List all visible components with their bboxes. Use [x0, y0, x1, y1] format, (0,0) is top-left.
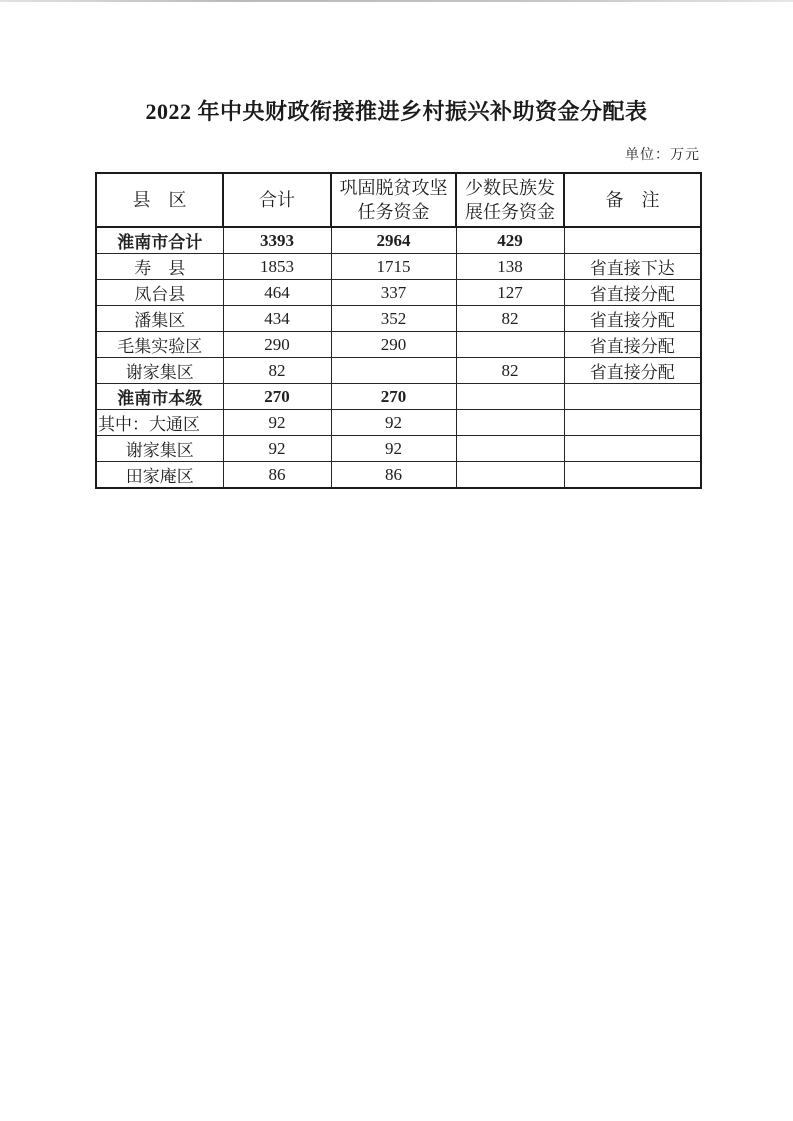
- note-cell: [564, 462, 701, 489]
- header-cell-minority-fund: [456, 173, 564, 227]
- header-note-line1: 备 注: [605, 189, 660, 210]
- total-cell: 86: [223, 462, 331, 489]
- table-row: [96, 410, 701, 436]
- poverty-fund-cell: 86: [331, 462, 456, 489]
- note-cell: 省直接分配: [564, 306, 701, 332]
- poverty-fund-cell: 92: [331, 410, 456, 436]
- total-cell: 434: [223, 306, 331, 332]
- total-cell: 82: [223, 358, 331, 384]
- total-cell: 270: [223, 384, 331, 410]
- minority-fund-cell: [456, 384, 564, 410]
- region-cell: 毛集实验区: [96, 332, 223, 358]
- region-cell: 其中：大通区: [96, 410, 223, 436]
- poverty-fund-cell: 337: [331, 280, 456, 306]
- allocation-table: [95, 172, 702, 489]
- scan-artifact-line: [0, 0, 793, 2]
- total-cell: 3393: [223, 227, 331, 254]
- table-row: [96, 332, 701, 358]
- header-total-line1: 合计: [259, 189, 295, 210]
- total-cell: 92: [223, 436, 331, 462]
- note-cell: [564, 410, 701, 436]
- note-cell: 省直接分配: [564, 358, 701, 384]
- minority-fund-cell: 127: [456, 280, 564, 306]
- note-cell: 省直接分配: [564, 280, 701, 306]
- minority-fund-cell: [456, 332, 564, 358]
- minority-fund-cell: [456, 462, 564, 489]
- minority-fund-cell: 82: [456, 358, 564, 384]
- table-row: [96, 462, 701, 489]
- table-row: [96, 306, 701, 332]
- total-cell: 1853: [223, 254, 331, 280]
- region-cell: 谢家集区: [96, 358, 223, 384]
- header-cell-region: [96, 173, 223, 227]
- region-cell: 潘集区: [96, 306, 223, 332]
- poverty-fund-cell: 92: [331, 436, 456, 462]
- poverty-fund-cell: 290: [331, 332, 456, 358]
- note-cell: [564, 384, 701, 410]
- poverty-fund-cell: 2964: [331, 227, 456, 254]
- region-cell: 谢家集区: [96, 436, 223, 462]
- note-cell: 省直接分配: [564, 332, 701, 358]
- header-minority-line2: 展任务资金: [465, 202, 555, 222]
- header-poverty-line2: 任务资金: [357, 202, 430, 222]
- header-cell-poverty-fund: [331, 173, 456, 227]
- region-cell: 凤台县: [96, 280, 223, 306]
- region-cell: 田家庵区: [96, 462, 223, 489]
- minority-fund-cell: 429: [456, 227, 564, 254]
- region-cell: 淮南市本级: [96, 384, 223, 410]
- document-title: 2022 年中央财政衔接推进乡村振兴补助资金分配表: [145, 99, 648, 124]
- header-region-line1: 县 区: [132, 189, 187, 210]
- poverty-fund-cell: [331, 358, 456, 384]
- note-cell: [564, 227, 701, 254]
- table-body: [96, 227, 701, 488]
- table-row: [96, 358, 701, 384]
- note-cell: [564, 436, 701, 462]
- poverty-fund-cell: 1715: [331, 254, 456, 280]
- region-cell: 寿 县: [96, 254, 223, 280]
- minority-fund-cell: [456, 436, 564, 462]
- note-cell: 省直接下达: [564, 254, 701, 280]
- poverty-fund-cell: 352: [331, 306, 456, 332]
- total-cell: 290: [223, 332, 331, 358]
- total-cell: 464: [223, 280, 331, 306]
- minority-fund-cell: 82: [456, 306, 564, 332]
- table-row: [96, 280, 701, 306]
- table-header: [96, 173, 701, 227]
- table-row: [96, 436, 701, 462]
- table-row: [96, 227, 701, 254]
- minority-fund-cell: [456, 410, 564, 436]
- header-cell-total: [223, 173, 331, 227]
- header-poverty-line1: 巩固脱贫攻坚: [339, 177, 448, 198]
- total-cell: 92: [223, 410, 331, 436]
- table-row: [96, 384, 701, 410]
- region-cell: 淮南市合计: [96, 227, 223, 254]
- header-row: [96, 173, 701, 227]
- unit-label: 单位：万元: [625, 148, 700, 163]
- header-cell-note: [564, 173, 701, 227]
- minority-fund-cell: 138: [456, 254, 564, 280]
- table-row: [96, 254, 701, 280]
- header-minority-line1: 少数民族发: [465, 177, 555, 198]
- poverty-fund-cell: 270: [331, 384, 456, 410]
